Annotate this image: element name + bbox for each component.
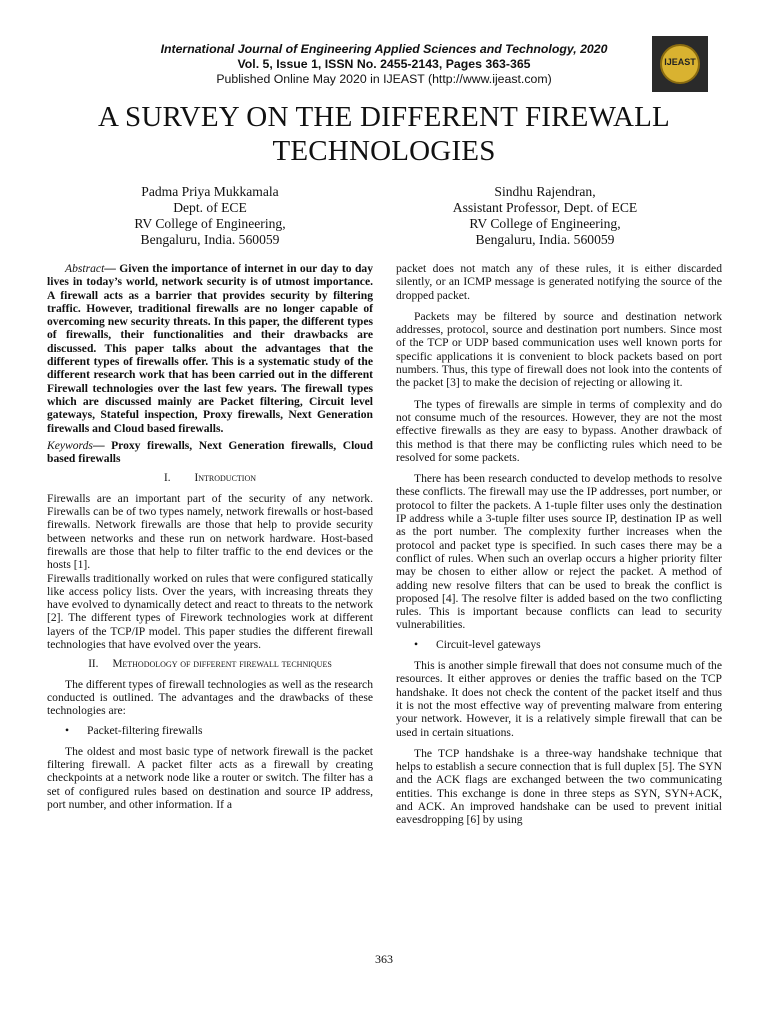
author-2 bbox=[405, 184, 685, 248]
author-1-location: Bengaluru, India. 560059 bbox=[140, 232, 280, 247]
right-paragraph-1: packet does not match any of these rules, it is either discarded silently, or an ICMP message is generated notifying the source of the dropped packet. bbox=[396, 262, 722, 302]
right-paragraph-4: There has been research conducted to develop methods to resolve these conflicts. The firewall may use the IP addresses, port number, or protocol to filter the packets. A 1-tuple filter uses only the destination IP address while a 3-tuple filter uses source IP, destination IP as well as the port number. The complexity further increases when the protocol and packet type is specified. In such cases there may be a conflict of rules. When such an overlap occurs a higher priority filter may be chosen to either allow or reject the packet. A method of adding new resolve filters that can be used to break the conflict is proposed [4]. The resolve filter is added based on the two conflicting rules. This is important because conflicts can lead to security vulnerabilities. bbox=[396, 472, 722, 632]
right-column bbox=[396, 262, 722, 831]
author-2-location: Bengaluru, India. 560059 bbox=[475, 232, 615, 247]
bullet-circuit-level-label: Circuit-level gateways bbox=[436, 637, 541, 651]
author-2-name: Sindhu Rajendran, bbox=[494, 184, 596, 199]
bullet-dot-icon: • bbox=[413, 637, 419, 651]
section-heading-2 bbox=[47, 658, 373, 671]
journal-published: Published Online May 2020 in IJEAST (http://www.ijeast.com) bbox=[216, 72, 552, 86]
author-2-institution: RV College of Engineering, bbox=[469, 216, 621, 231]
author-1-role: Dept. of ECE bbox=[173, 200, 247, 215]
keywords-text: — Proxy firewalls, Next Generation firewalls, Cloud based firewalls bbox=[47, 438, 373, 466]
section-1-title: Introduction bbox=[194, 472, 257, 485]
author-1-institution: RV College of Engineering, bbox=[134, 216, 286, 231]
abstract-text: — Given the importance of internet in our day to day lives in today’s world, network security is of utmost importance. A firewall acts as a barrier that provides security by filtering traffic. However, traditional firewalls are no longer capable of overcoming new security threats. In this paper, the different types of firewalls, their functionalities and their drawbacks are discussed. This paper talks about the advantages that the different types of firewalls offer. This is a systematic study of the different research work that has been carried out in the different Firewall technologies over the last few years. The firewall types which are discussed mainly are Packet filtering, Circuit level gateways, Stateful inspection, Proxy firewalls, Next Generation firewalls and Cloud based firewalls. bbox=[47, 262, 373, 435]
author-1-name: Padma Priya Mukkamala bbox=[141, 184, 279, 199]
author-1 bbox=[70, 184, 350, 248]
right-paragraph-5: This is another simple firewall that does not consume much of the resources. It either approves or denies the traffic based on the TCP handshake. It does not check the content of the packet itself and thus it is not the most effective way of preventing malware from entering your network. However, it is a relatively simple firewall that can be used in certain situations. bbox=[396, 659, 722, 739]
section-heading-1 bbox=[47, 472, 373, 485]
page-number: 363 bbox=[375, 952, 393, 966]
paper-title bbox=[0, 100, 768, 168]
paper-title-line1: A SURVEY ON THE DIFFERENT FIREWALL bbox=[98, 101, 670, 133]
section-1-number: I. bbox=[163, 472, 171, 485]
methodology-paragraph: The different types of firewall technologies as well as the research conducted is outlined. The advantages and the drawbacks of these technologies are: bbox=[47, 677, 373, 718]
intro-paragraph-2: Firewalls traditionally worked on rules that were configured statically like access policy lists. Over the years, with increasing threats they have evolved to dynamically detect and react to threats to the network [2]. The different types of Firework technologies work at different layers of the TCP/IP model. This paper studies the different firewall technologies that have evolved over the years. bbox=[47, 571, 373, 652]
journal-name: International Journal of Engineering Applied Sciences and Technology, 2020 bbox=[160, 42, 608, 56]
bullet-dot-icon: • bbox=[64, 723, 70, 737]
right-paragraph-6: The TCP handshake is a three-way handshake technique that helps to establish a secure connection that is full duplex [5]. The SYN and the ACK flags are exchanged between the two communicating entities. This exchange is done in three steps as SYN, SYN+ACK, and ACK. An improved handshake can be used to prevent initial eavesdropping [6] by using bbox=[396, 746, 722, 827]
paper-title-line2: TECHNOLOGIES bbox=[272, 135, 496, 167]
journal-volume: Vol. 5, Issue 1, ISSN No. 2455-2143, Pages 363-365 bbox=[237, 57, 531, 71]
intro-paragraph-1: Firewalls are an important part of the security of any network. Firewalls can be of two types namely, network firewalls or host-based firewalls. Network firewalls are those that help to provide security between networks and these run on network hardware. Host-based firewalls are those that help to filter traffic to the end devices or the hosts [1]. bbox=[47, 491, 373, 572]
bullet-packet-filtering bbox=[47, 724, 373, 737]
right-paragraph-3: The types of firewalls are simple in terms of complexity and do not consume much of the resources. However, they are not the most effective firewalls as they are easy to bypass. Another drawback of this method is that there may be conflicting rules which need to be resolved for some packets. bbox=[396, 397, 722, 464]
journal-logo bbox=[652, 36, 708, 92]
section-2-title: Methodology of different firewall techniques bbox=[112, 658, 332, 671]
section-2-number: II. bbox=[88, 658, 99, 671]
author-2-role: Assistant Professor, Dept. of ECE bbox=[452, 200, 638, 215]
logo-text: IJEAST bbox=[664, 57, 696, 67]
bullet-circuit-level bbox=[396, 638, 722, 651]
left-column bbox=[47, 262, 373, 815]
bullet-packet-filtering-label: Packet-filtering firewalls bbox=[87, 723, 203, 737]
packet-filtering-paragraph: The oldest and most basic type of network firewall is the packet filtering firewall. A packet filter acts as a firewall by creating checkpoints at a network node like a router or switch. The filter has a set of configured rules based on destination and source IP address, port number, and other information. If a bbox=[47, 744, 373, 811]
abstract bbox=[47, 262, 373, 435]
right-paragraph-2: Packets may be filtered by source and destination network addresses, protocol, source and destination port numbers. Since most of the TCP or UDP based communication uses well known ports for specific applications it is convenient to block packets based on port numbers. Thus, this type of firewall does not look into the contents of the packet [3] to make the decision of rejecting or allowing it. bbox=[396, 309, 722, 390]
keywords-label: Keywords bbox=[47, 438, 93, 452]
abstract-label: Abstract bbox=[65, 262, 105, 275]
keywords bbox=[47, 439, 373, 466]
